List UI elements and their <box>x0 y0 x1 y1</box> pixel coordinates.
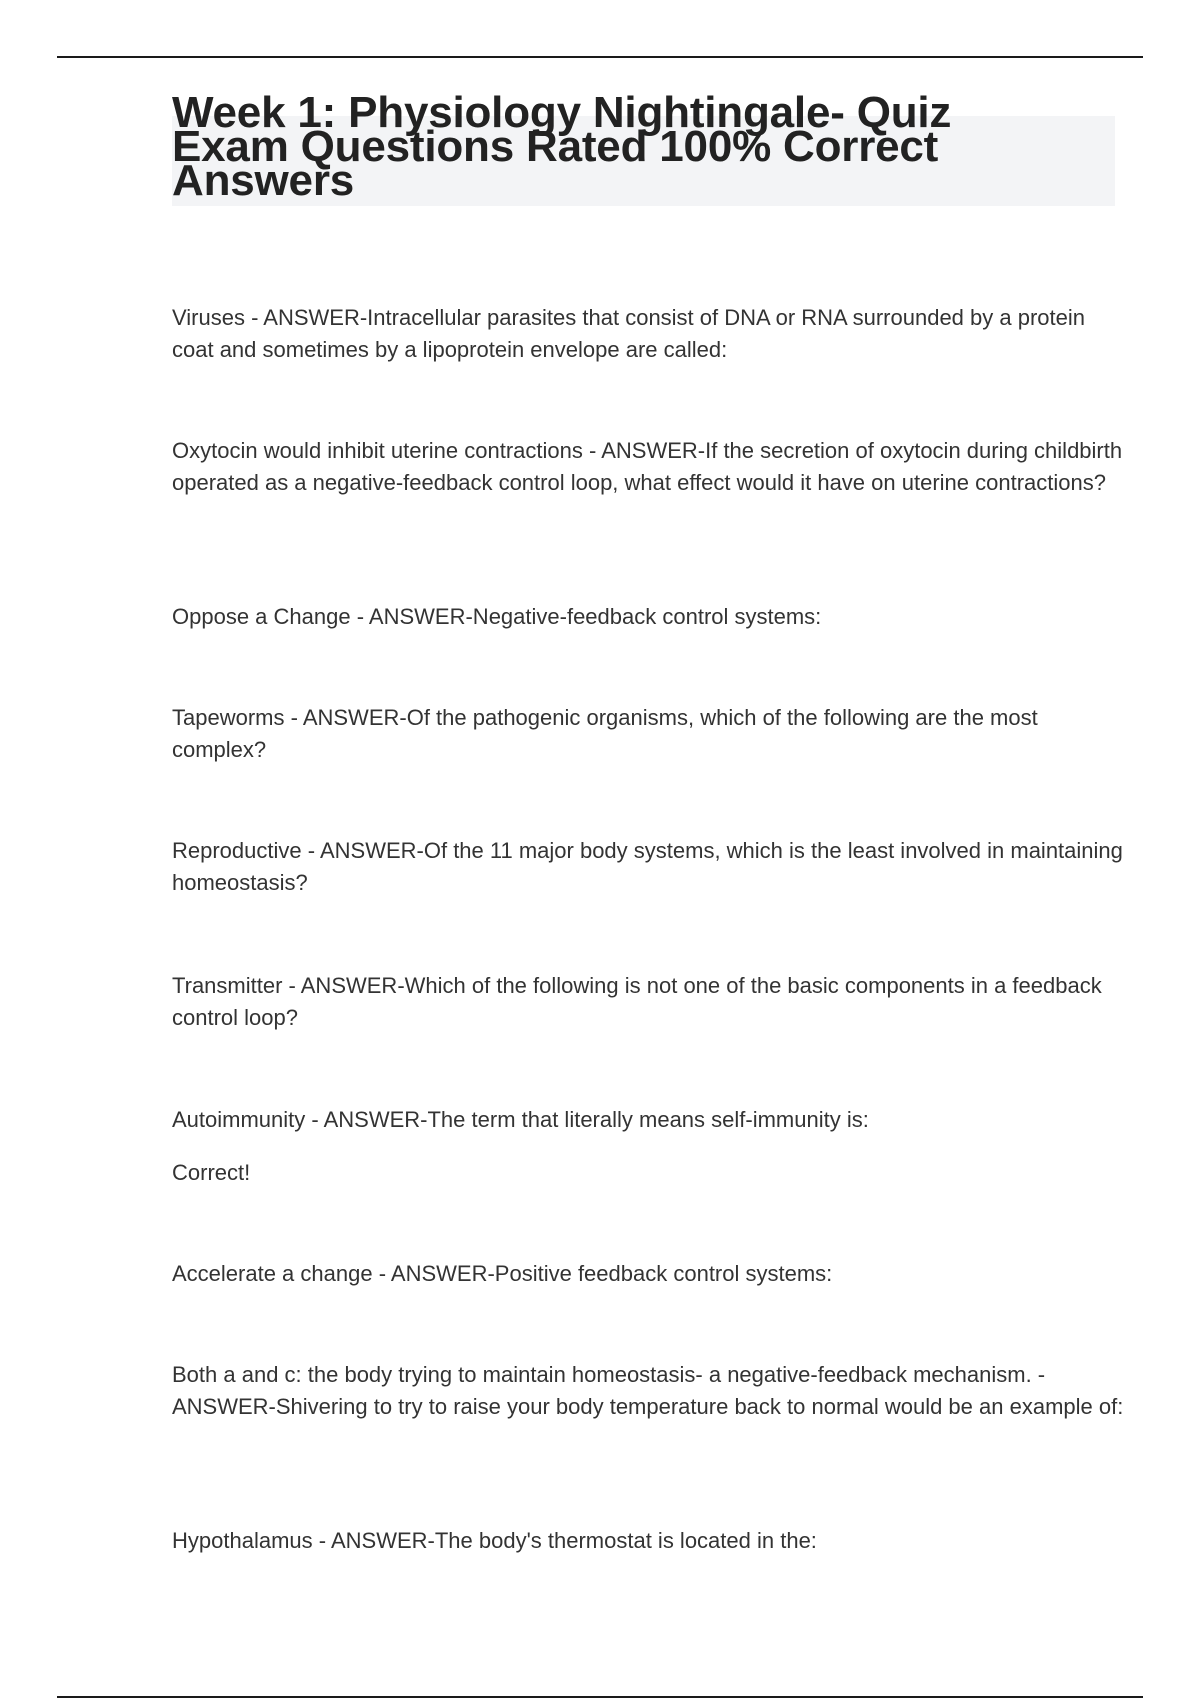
qa-item-shivering: Both a and c: the body trying to maintain homeostasis- a negative-feedback mechanism. - ANSWER-Shivering to try to raise your body temperature back to normal would be an example of: <box>172 1362 1124 1419</box>
qa-item-hypothalamus: Hypothalamus - ANSWER-The body's thermostat is located in the: <box>172 1528 817 1553</box>
qa-item-reproductive: Reproductive - ANSWER-Of the 11 major body systems, which is the least involved in maintaining homeostasis? <box>172 838 1123 895</box>
top-rule <box>57 56 1143 58</box>
qa-item-tapeworms: Tapeworms - ANSWER-Of the pathogenic organisms, which of the following are the most complex? <box>172 705 1038 762</box>
qa-item-viruses: Viruses - ANSWER-Intracellular parasites that consist of DNA or RNA surrounded by a protein coat and sometimes by a lipoprotein envelope are called: <box>172 305 1085 362</box>
qa-item-correct-note: Correct! <box>172 1160 251 1185</box>
qa-item-oxytocin: Oxytocin would inhibit uterine contractions - ANSWER-If the secretion of oxytocin during childbirth operated as a negative-feedback control loop, what effect would it have on uterine contractions? <box>172 438 1123 495</box>
qa-item-autoimmunity: Autoimmunity - ANSWER-The term that literally means self-immunity is: <box>172 1107 869 1132</box>
qa-item-oppose-change: Oppose a Change - ANSWER-Negative-feedback control systems: <box>172 604 822 629</box>
qa-item-accelerate-change: Accelerate a change - ANSWER-Positive feedback control systems: <box>172 1261 833 1286</box>
qa-item-transmitter: Transmitter - ANSWER-Which of the following is not one of the basic components in a feedback control loop? <box>172 973 1102 1030</box>
bottom-rule <box>57 1696 1143 1698</box>
document-title: Week 1: Physiology Nightingale- Quiz Exam Questions Rated 100% Correct Answers <box>172 88 952 205</box>
